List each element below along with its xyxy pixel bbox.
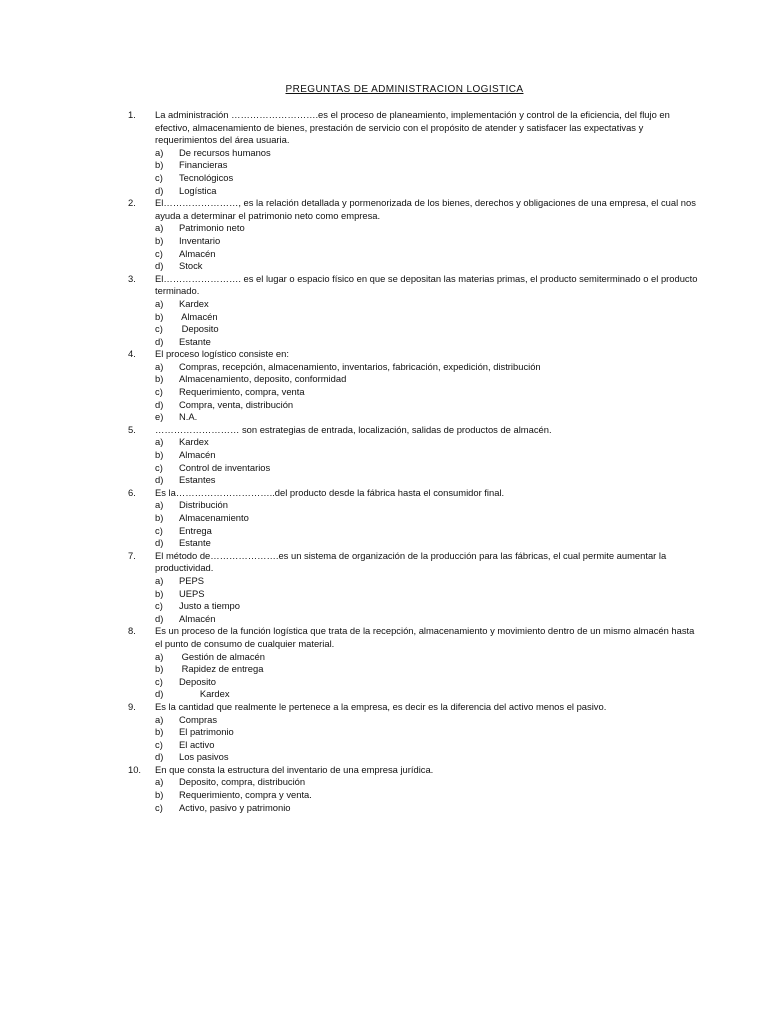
option-letter: a) xyxy=(155,574,164,586)
option-letter: d) xyxy=(155,335,164,347)
answer-option xyxy=(0,676,768,689)
option-letter: e) xyxy=(155,411,164,423)
answer-options xyxy=(0,361,768,424)
option-text: Compra, venta, distribución xyxy=(179,398,294,410)
answer-options xyxy=(0,147,768,197)
option-text: Activo, pasivo y patrimonio xyxy=(179,801,291,813)
option-letter: a) xyxy=(155,650,164,662)
option-letter: b) xyxy=(155,373,164,385)
question-item xyxy=(0,197,768,273)
option-letter: c) xyxy=(155,738,163,750)
option-text: Estante xyxy=(179,335,211,347)
answer-options xyxy=(0,776,768,814)
answer-option xyxy=(0,651,768,664)
option-letter: a) xyxy=(155,146,164,158)
answer-option xyxy=(0,726,768,739)
option-text: Deposito xyxy=(179,675,217,687)
option-text: Entrega xyxy=(179,524,212,536)
option-text: Deposito xyxy=(179,323,219,335)
answer-option xyxy=(0,361,768,374)
option-text: Requerimiento, compra, venta xyxy=(179,386,305,398)
answer-option xyxy=(0,235,768,248)
option-letter: c) xyxy=(155,675,163,687)
question-text: El método de………………….es un sistema de organización de la producción para las fábricas, el cual permite aumentar la productividad. xyxy=(155,549,667,574)
option-text: Los pasivos xyxy=(179,751,229,763)
option-text: Almacén xyxy=(179,612,216,624)
option-letter: a) xyxy=(155,776,164,788)
option-letter: d) xyxy=(155,751,164,763)
answer-option xyxy=(0,575,768,588)
option-letter: a) xyxy=(155,499,164,511)
option-text: Almacenamiento xyxy=(179,512,249,523)
option-letter: b) xyxy=(155,789,164,801)
answer-option xyxy=(0,512,768,525)
answer-option xyxy=(0,373,768,386)
question-text: El proceso logístico consiste en: xyxy=(155,348,289,360)
option-letter: a) xyxy=(155,297,164,309)
answer-options xyxy=(0,222,768,272)
option-letter: b) xyxy=(155,449,164,461)
answer-option xyxy=(0,802,768,815)
option-text: Almacén xyxy=(179,449,216,461)
answer-option xyxy=(0,222,768,235)
option-letter: c) xyxy=(155,386,163,398)
option-letter: b) xyxy=(155,587,164,599)
option-text: Distribución xyxy=(179,499,228,511)
answer-option xyxy=(0,688,768,701)
option-letter: c) xyxy=(155,461,163,473)
option-text: Justo a tiempo xyxy=(179,600,240,612)
answer-option xyxy=(0,185,768,198)
option-text: Kardex xyxy=(179,297,209,309)
answer-option xyxy=(0,172,768,185)
option-text: Kardex xyxy=(179,436,209,448)
option-text: Estante xyxy=(179,537,211,549)
question-number: 9. xyxy=(128,700,136,712)
question-text: En que consta la estructura del inventario de una empresa jurídica. xyxy=(155,763,434,775)
option-letter: d) xyxy=(155,184,164,196)
option-text: UEPS xyxy=(179,587,205,599)
document-title: PREGUNTAS DE ADMINISTRACION LOGISTICA xyxy=(285,84,524,95)
option-letter: b) xyxy=(155,726,164,738)
question-number: 10. xyxy=(128,763,142,775)
question-number: 3. xyxy=(128,272,136,284)
answer-option xyxy=(0,600,768,613)
answer-options xyxy=(0,575,768,625)
answer-options xyxy=(0,651,768,701)
answer-option xyxy=(0,789,768,802)
answer-option xyxy=(0,776,768,789)
question-text: Es la…………………………..del producto desde la fábrica hasta el consumidor final. xyxy=(155,486,505,498)
option-text: PEPS xyxy=(179,574,205,586)
answer-option xyxy=(0,462,768,475)
option-text: De recursos humanos xyxy=(179,146,271,158)
question-text: El……………………, es la relación detallada y pormenorizada de los bienes, derechos y obligaciones de una empresa, el cual nos ayuda a determinar el patrimonio neto como empresa. xyxy=(155,197,696,221)
answer-option xyxy=(0,399,768,412)
option-text: Deposito, compra, distribución xyxy=(179,776,306,788)
answer-option xyxy=(0,411,768,424)
question-list xyxy=(0,109,768,814)
option-text: Patrimonio neto xyxy=(179,222,245,234)
option-text: Requerimiento, compra y venta. xyxy=(179,789,312,801)
answer-option xyxy=(0,248,768,261)
option-text: El activo xyxy=(179,738,215,750)
option-letter: d) xyxy=(155,398,164,410)
option-letter: c) xyxy=(155,600,163,612)
question-item xyxy=(0,273,768,349)
question-text: La administración ……………………….es el proceso de planeamiento, implementación y control de la eficiencia, del flujo en efectivo, almacenamiento de bienes, prestación de servicio con el propósito de atender y satisfacer las expectativas y requerimientos del área usuaria. xyxy=(155,109,670,146)
option-letter: d) xyxy=(155,537,164,549)
option-letter: d) xyxy=(155,688,164,700)
question-number: 5. xyxy=(128,423,136,435)
option-text: Kardex xyxy=(179,688,230,700)
question-text: ……………………… son estrategias de entrada, localización, salidas de productos de almacén. xyxy=(155,423,552,435)
option-text: Almacén xyxy=(179,310,218,322)
option-text: Inventario xyxy=(179,234,221,246)
option-letter: d) xyxy=(155,612,164,624)
answer-option xyxy=(0,298,768,311)
answer-option xyxy=(0,537,768,550)
answer-option xyxy=(0,613,768,626)
answer-option xyxy=(0,739,768,752)
question-number: 7. xyxy=(128,549,136,561)
option-text: Logística xyxy=(179,184,217,196)
answer-options xyxy=(0,499,768,549)
question-text: El……………………. es el lugar o espacio físico en que se depositan las materias primas, el producto semiterminado o el producto terminado. xyxy=(155,272,698,297)
option-text: El patrimonio xyxy=(179,726,234,738)
option-letter: c) xyxy=(155,524,163,536)
answer-option xyxy=(0,474,768,487)
option-text: Compras xyxy=(179,713,218,725)
question-item xyxy=(0,701,768,764)
option-letter: b) xyxy=(155,234,164,246)
option-text: Almacén xyxy=(179,247,216,259)
answer-option xyxy=(0,525,768,538)
question-item xyxy=(0,625,768,701)
answer-options xyxy=(0,298,768,348)
option-text: Compras, recepción, almacenamiento, inventarios, fabricación, expedición, distribución xyxy=(179,360,541,372)
question-text: Es la cantidad que realmente le pertenece a la empresa, es decir es la diferencia del activo menos el pasivo. xyxy=(155,700,607,712)
answer-option xyxy=(0,499,768,512)
option-letter: c) xyxy=(155,247,163,259)
option-letter: b) xyxy=(155,663,164,675)
question-item xyxy=(0,550,768,626)
option-text: N.A. xyxy=(179,411,198,423)
option-text: Control de inventarios xyxy=(179,461,271,473)
option-text: Tecnológicos xyxy=(179,171,234,183)
question-item xyxy=(0,348,768,424)
answer-option xyxy=(0,260,768,273)
answer-options xyxy=(0,714,768,764)
answer-option xyxy=(0,159,768,172)
answer-option xyxy=(0,323,768,336)
answer-option xyxy=(0,147,768,160)
question-number: 6. xyxy=(128,486,136,498)
answer-option xyxy=(0,714,768,727)
option-text: Almacenamiento, deposito, conformidad xyxy=(179,373,347,385)
answer-option xyxy=(0,436,768,449)
answer-option xyxy=(0,588,768,601)
question-number: 1. xyxy=(128,109,136,120)
question-item xyxy=(0,109,768,197)
option-letter: c) xyxy=(155,801,163,813)
question-number: 4. xyxy=(128,348,136,360)
answer-option xyxy=(0,386,768,399)
answer-option xyxy=(0,311,768,324)
option-letter: b) xyxy=(155,512,164,523)
question-item xyxy=(0,487,768,550)
option-text: Stock xyxy=(179,260,203,272)
option-letter: b) xyxy=(155,159,164,171)
question-text: Es un proceso de la función logística que trata de la recepción, almacenamiento y movimiento dentro de un mismo almacén hasta el punto de consumo de cualquier material. xyxy=(155,625,695,649)
question-item xyxy=(0,764,768,814)
option-letter: d) xyxy=(155,260,164,272)
option-letter: a) xyxy=(155,222,164,234)
answer-option xyxy=(0,336,768,349)
question-number: 2. xyxy=(128,197,136,209)
answer-option xyxy=(0,449,768,462)
answer-option xyxy=(0,751,768,764)
option-letter: d) xyxy=(155,474,164,486)
option-letter: b) xyxy=(155,310,164,322)
question-item xyxy=(0,424,768,487)
answer-option xyxy=(0,663,768,676)
option-text: Financieras xyxy=(179,159,228,171)
option-text: Gestión de almacén xyxy=(179,650,265,662)
option-letter: a) xyxy=(155,360,164,372)
option-text: Estantes xyxy=(179,474,216,486)
option-letter: a) xyxy=(155,713,164,725)
option-letter: a) xyxy=(155,436,164,448)
option-letter: c) xyxy=(155,171,163,183)
answer-options xyxy=(0,436,768,486)
question-number: 8. xyxy=(128,625,136,637)
option-letter: c) xyxy=(155,323,163,335)
option-text: Rapidez de entrega xyxy=(179,663,264,675)
